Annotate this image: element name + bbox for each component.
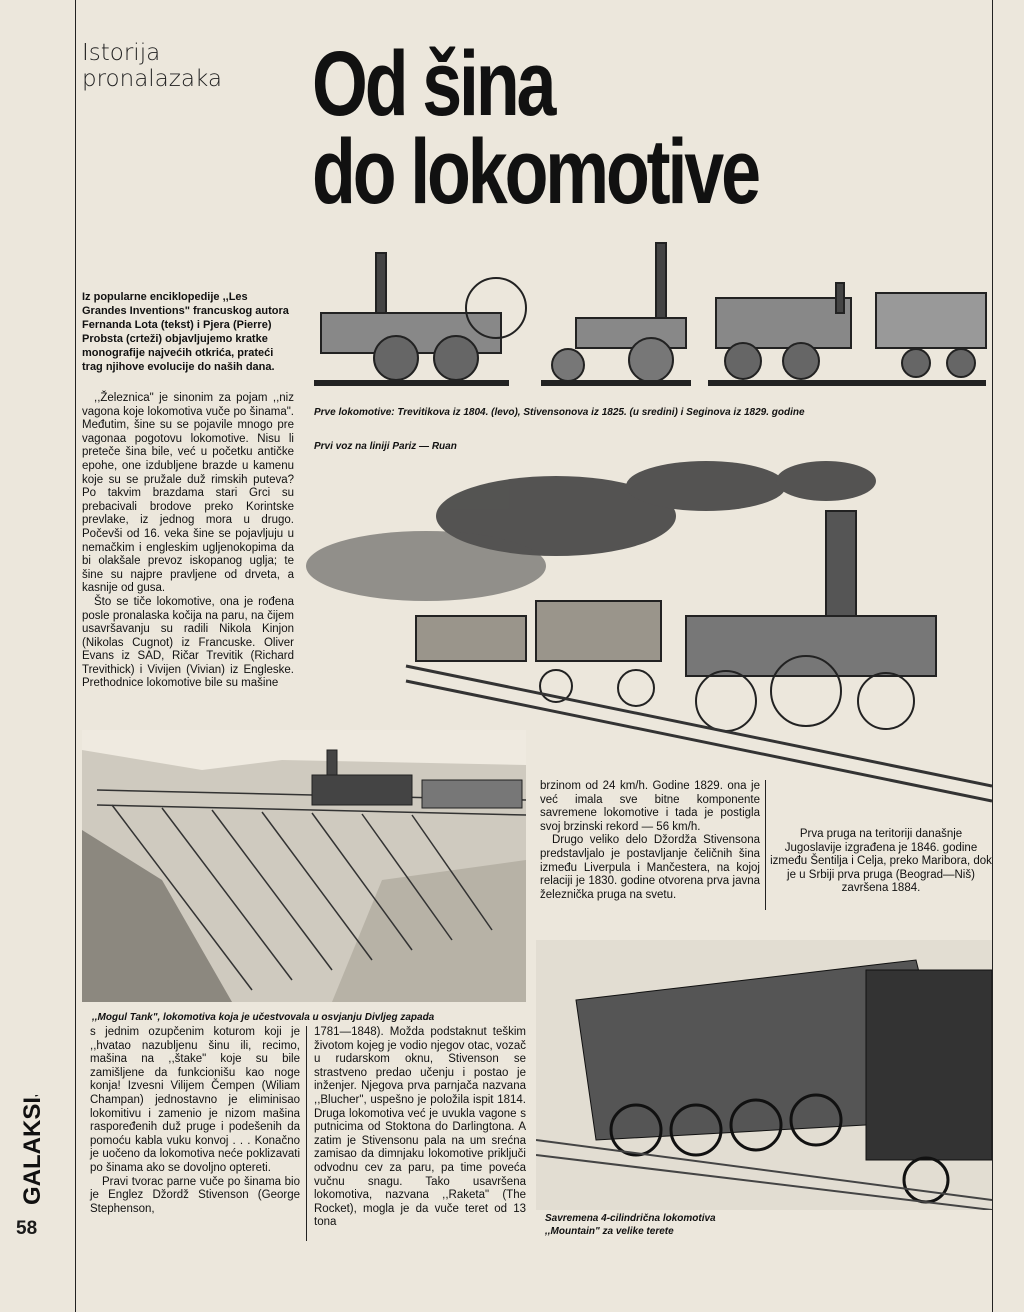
margin-rule	[75, 0, 76, 1312]
paragraph: Pravi tvorac parne vuče po šinama bio je Englez Džordž Stivenson (George Stephenson,	[90, 1175, 300, 1215]
early-locomotives-drawing	[306, 238, 992, 398]
caption-mogul-tank: ,,Mogul Tank", lokomotiva koja je učestvovala u osvjanju Divljeg zapada	[92, 1012, 435, 1023]
paragraph: 1781—1848). Možda podstaknut teškim životom kojeg je vodio njegov otac, vozač u rudarskom oknu, Stivenson se strastveno predao učenju i postao je inženjer. Njegova prva parnjača nazvana ,,Blucher", uspešno je položila ispit 1814. Druga lokomotiva već je uvukla vagone s putnicima od Stoktona do Darlingtona. A zatim je Stivensonu pala na um srećna zamisao da dimnjaku lokomotive priključi odvodnu cev za paru, pa time poveća vučnu snagu. Tako usavršena lokomotiva, nazvana ,,Raketa" (The Rocket), mogla je da vuče teret od 13 tona	[314, 1026, 526, 1229]
paragraph: Drugo veliko delo Džordža Stivensona predstavljalo je postavljanje čeličnih šina između Liverpula i Mančestera, na kojoj relaciji je 1830. godine otvorena prva javna železnička pruga na svetu.	[540, 834, 760, 901]
paragraph: s jednim ozupčenim koturom koji je ,,hvatao nazubljenu šinu ili, recimo, mašina na ,,štake" koje su bile zamišljene da funkcionišu kao noge konja! Izvesni Vilijem Čempen (Wiliam Champan) jednostavno je eliminisao lokomitivu i zamenio je nizom mašina raspoređenih duž pruge i podešenih da pomoću kabla vuku konvoj . . . Konačno je uočeno da lokomotiva neće poklizavati po šinama ako se dovoljno optereti.	[90, 1026, 300, 1174]
caption-modern-line-2: ,,Mountain" za velike terete	[545, 1226, 674, 1237]
column-rule	[765, 780, 766, 910]
intro-paragraph: Iz popularne enciklopedije ,,Les Grandes Inventions" francuskog autora Fernanda Lota (tekst) i Pjera (Pierre) Probsta (crteži) objavljujemo kratke monografije najvećih otkrića, prateći trag njihove evolucije do naših dana.	[82, 291, 289, 373]
caption-first-train: Prvi voz na liniji Pariz — Ruan	[314, 441, 457, 452]
caption-first-locomotives: Prve lokomotive: Trevitikova iz 1804. (levo), Stivensonova iz 1825. (u sredini) i Seginova iz 1829. godine	[314, 407, 805, 418]
article-column-3	[90, 1026, 300, 1216]
section-title: Istorija pronalazaka	[82, 40, 222, 92]
yugoslavia-box: Prva pruga na teritoriji današnje Jugoslavije izgrađena je 1846. godine između Šentilja i Celja, preko Maribora, dok je u Srbiji prva pruga (Beograd—Niš) završena 1884.	[770, 828, 992, 895]
caption-modern-locomotive	[545, 1212, 716, 1238]
magazine-logo-graphic	[18, 1095, 46, 1205]
magazine-logo	[18, 1095, 46, 1205]
article-column-4	[314, 1026, 526, 1230]
paragraph: Što se tiče lokomotive, ona je rođena posle pronalaska kočija na paru, na čijem usavršavanju su radili Nikola Kinjon (Nikolas Cugnot) iz Francuske. Oliver Evans iz SAD, Ričar Trevitik (Richard Trevithick) i Vivijen (Vivian) iz Engleske. Prethodnice lokomotive bile su mašine	[82, 595, 294, 690]
headline	[312, 33, 758, 223]
early-locomotives-illustration	[306, 238, 992, 398]
paragraph: ,,Železnica" je sinonim za pojam ,,niz vagona koje lokomotiva vuče po šinama". Međutim, šine su se pojavile mnogo pre vagonaa pogotovu lokomotive. Nisu li preteče šina bile, već u početku antičke epohe, one izdubljene brazde u kamenu koje su se pružale duž rimskih puteva? Po takvim brazdama stari Grci su prebacivali brodove preko Korintske prevlake, iz jednog mora u drugo. Počevši od 16. veka šine se pojavljuju u nemačkim i engleskim ugljenokopima da bi olakšale prevoz iskopanog uglja; te šine su najpre pravljene od drveta, a kasnije od gusa.	[82, 392, 294, 595]
page-number: 58	[16, 1218, 38, 1239]
article-column-1	[82, 392, 294, 691]
modern-locomotive-drawing	[536, 940, 992, 1210]
paragraph: brzinom od 24 km/h. Godine 1829. ona je već imala sve bitne komponente savremene lokomotive i tada je postigla svoj brzinski rekord — 56 km/h.	[540, 780, 760, 833]
headline-line-1: Od šina	[312, 33, 554, 135]
mogul-tank-drawing	[82, 730, 526, 1002]
modern-locomotive-illustration	[536, 940, 992, 1210]
svg-text:GALAKSIJA: GALAKSIJA	[19, 1095, 46, 1205]
caption-modern-line-1: Savremena 4-cilindrična lokomotiva	[545, 1213, 716, 1224]
headline-line-2: do lokomotive	[312, 121, 758, 223]
article-column-mid	[540, 780, 760, 902]
mogul-tank-illustration	[82, 730, 526, 1002]
column-rule	[306, 1026, 307, 1241]
page-edge-rule	[992, 0, 993, 1312]
